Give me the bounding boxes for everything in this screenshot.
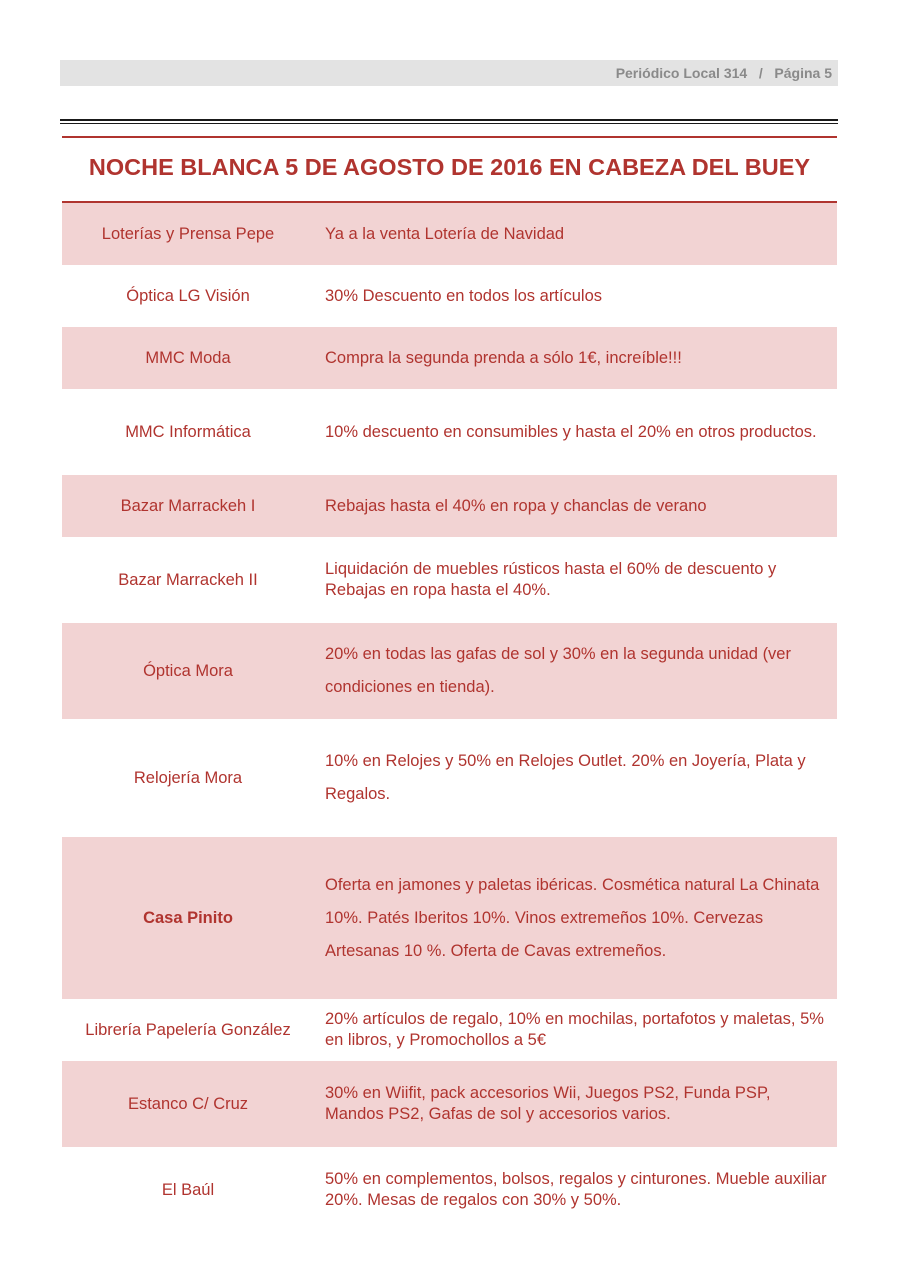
shop-name: Estanco C/ Cruz [127, 1094, 249, 1113]
shop-offer: 30% en Wiifit, pack accesorios Wii, Juegos PS2, Funda PSP, Mandos PS2, Gafas de sol y accesorios varios. [325, 1084, 771, 1123]
table-row [62, 623, 837, 719]
page-header-band [60, 60, 838, 86]
shop-name: El Baúl [161, 1180, 215, 1199]
shop-name: Óptica LG Visión [126, 286, 250, 305]
shop-offer: 20% en todas las gafas de sol y 30% en la segunda unidad (ver condiciones en tienda). [325, 645, 791, 696]
table-row [62, 1061, 837, 1147]
header-divider-thin [60, 123, 838, 124]
header-divider-thick [60, 119, 838, 121]
table-row [62, 265, 837, 327]
table-row [62, 1147, 837, 1233]
shop-offer: 50% en complementos, bolsos, regalos y cinturones. Mueble auxiliar 20%. Mesas de regalos con 30% y 50%. [325, 1170, 827, 1209]
page-title: NOCHE BLANCA 5 DE AGOSTO DE 2016 EN CABEZA DEL BUEY [88, 154, 811, 180]
shop-name: Bazar Marrackeh II [118, 570, 258, 589]
table-row [62, 389, 837, 475]
table-row [62, 475, 837, 537]
shop-offer: 10% en Relojes y 50% en Relojes Outlet. 20% en Joyería, Plata y Regalos. [325, 752, 806, 803]
shop-offer: 10% descuento en consumibles y hasta el 20% en otros productos. [325, 422, 817, 441]
table-row [62, 999, 837, 1061]
shop-offer: Ya a la venta Lotería de Navidad [325, 224, 565, 243]
page-header-text: Periódico Local 314 / Página 5 [615, 65, 832, 81]
shop-offer: 30% Descuento en todos los artículos [325, 286, 602, 305]
table-row [62, 837, 837, 999]
shop-name: Librería Papelería González [85, 1020, 291, 1039]
shop-name: Relojería Mora [133, 768, 243, 787]
shop-offer: Liquidación de muebles rústicos hasta el 60% de descuento y Rebajas en ropa hasta el 40%. [325, 560, 777, 599]
shop-name: Bazar Marrackeh I [120, 496, 256, 515]
title-rule-top [62, 136, 837, 138]
shop-name: Loterías y Prensa Pepe [101, 224, 275, 243]
shop-name: MMC Informática [125, 422, 251, 441]
table-row [62, 327, 837, 389]
table-row [62, 719, 837, 837]
shop-name: Óptica Mora [143, 661, 233, 680]
offers-table [62, 203, 837, 1233]
shop-offer: Compra la segunda prenda a sólo 1€, increíble!!! [325, 348, 682, 367]
shop-offer: 20% artículos de regalo, 10% en mochilas, portafotos y maletas, 5% en libros, y Promochollos a 5€ [325, 1010, 824, 1049]
table-row [62, 537, 837, 623]
shop-offer: Oferta en jamones y paletas ibéricas. Cosmética natural La Chinata 10%. Patés Iberitos 10%. Vinos extremeños 10%. Cervezas Artesanas 10 %. Oferta de Cavas extremeños. [325, 875, 820, 960]
shop-offer: Rebajas hasta el 40% en ropa y chanclas de verano [325, 496, 707, 515]
shop-name: Casa Pinito [143, 908, 233, 927]
table-row [62, 203, 837, 265]
shop-name: MMC Moda [145, 348, 231, 367]
